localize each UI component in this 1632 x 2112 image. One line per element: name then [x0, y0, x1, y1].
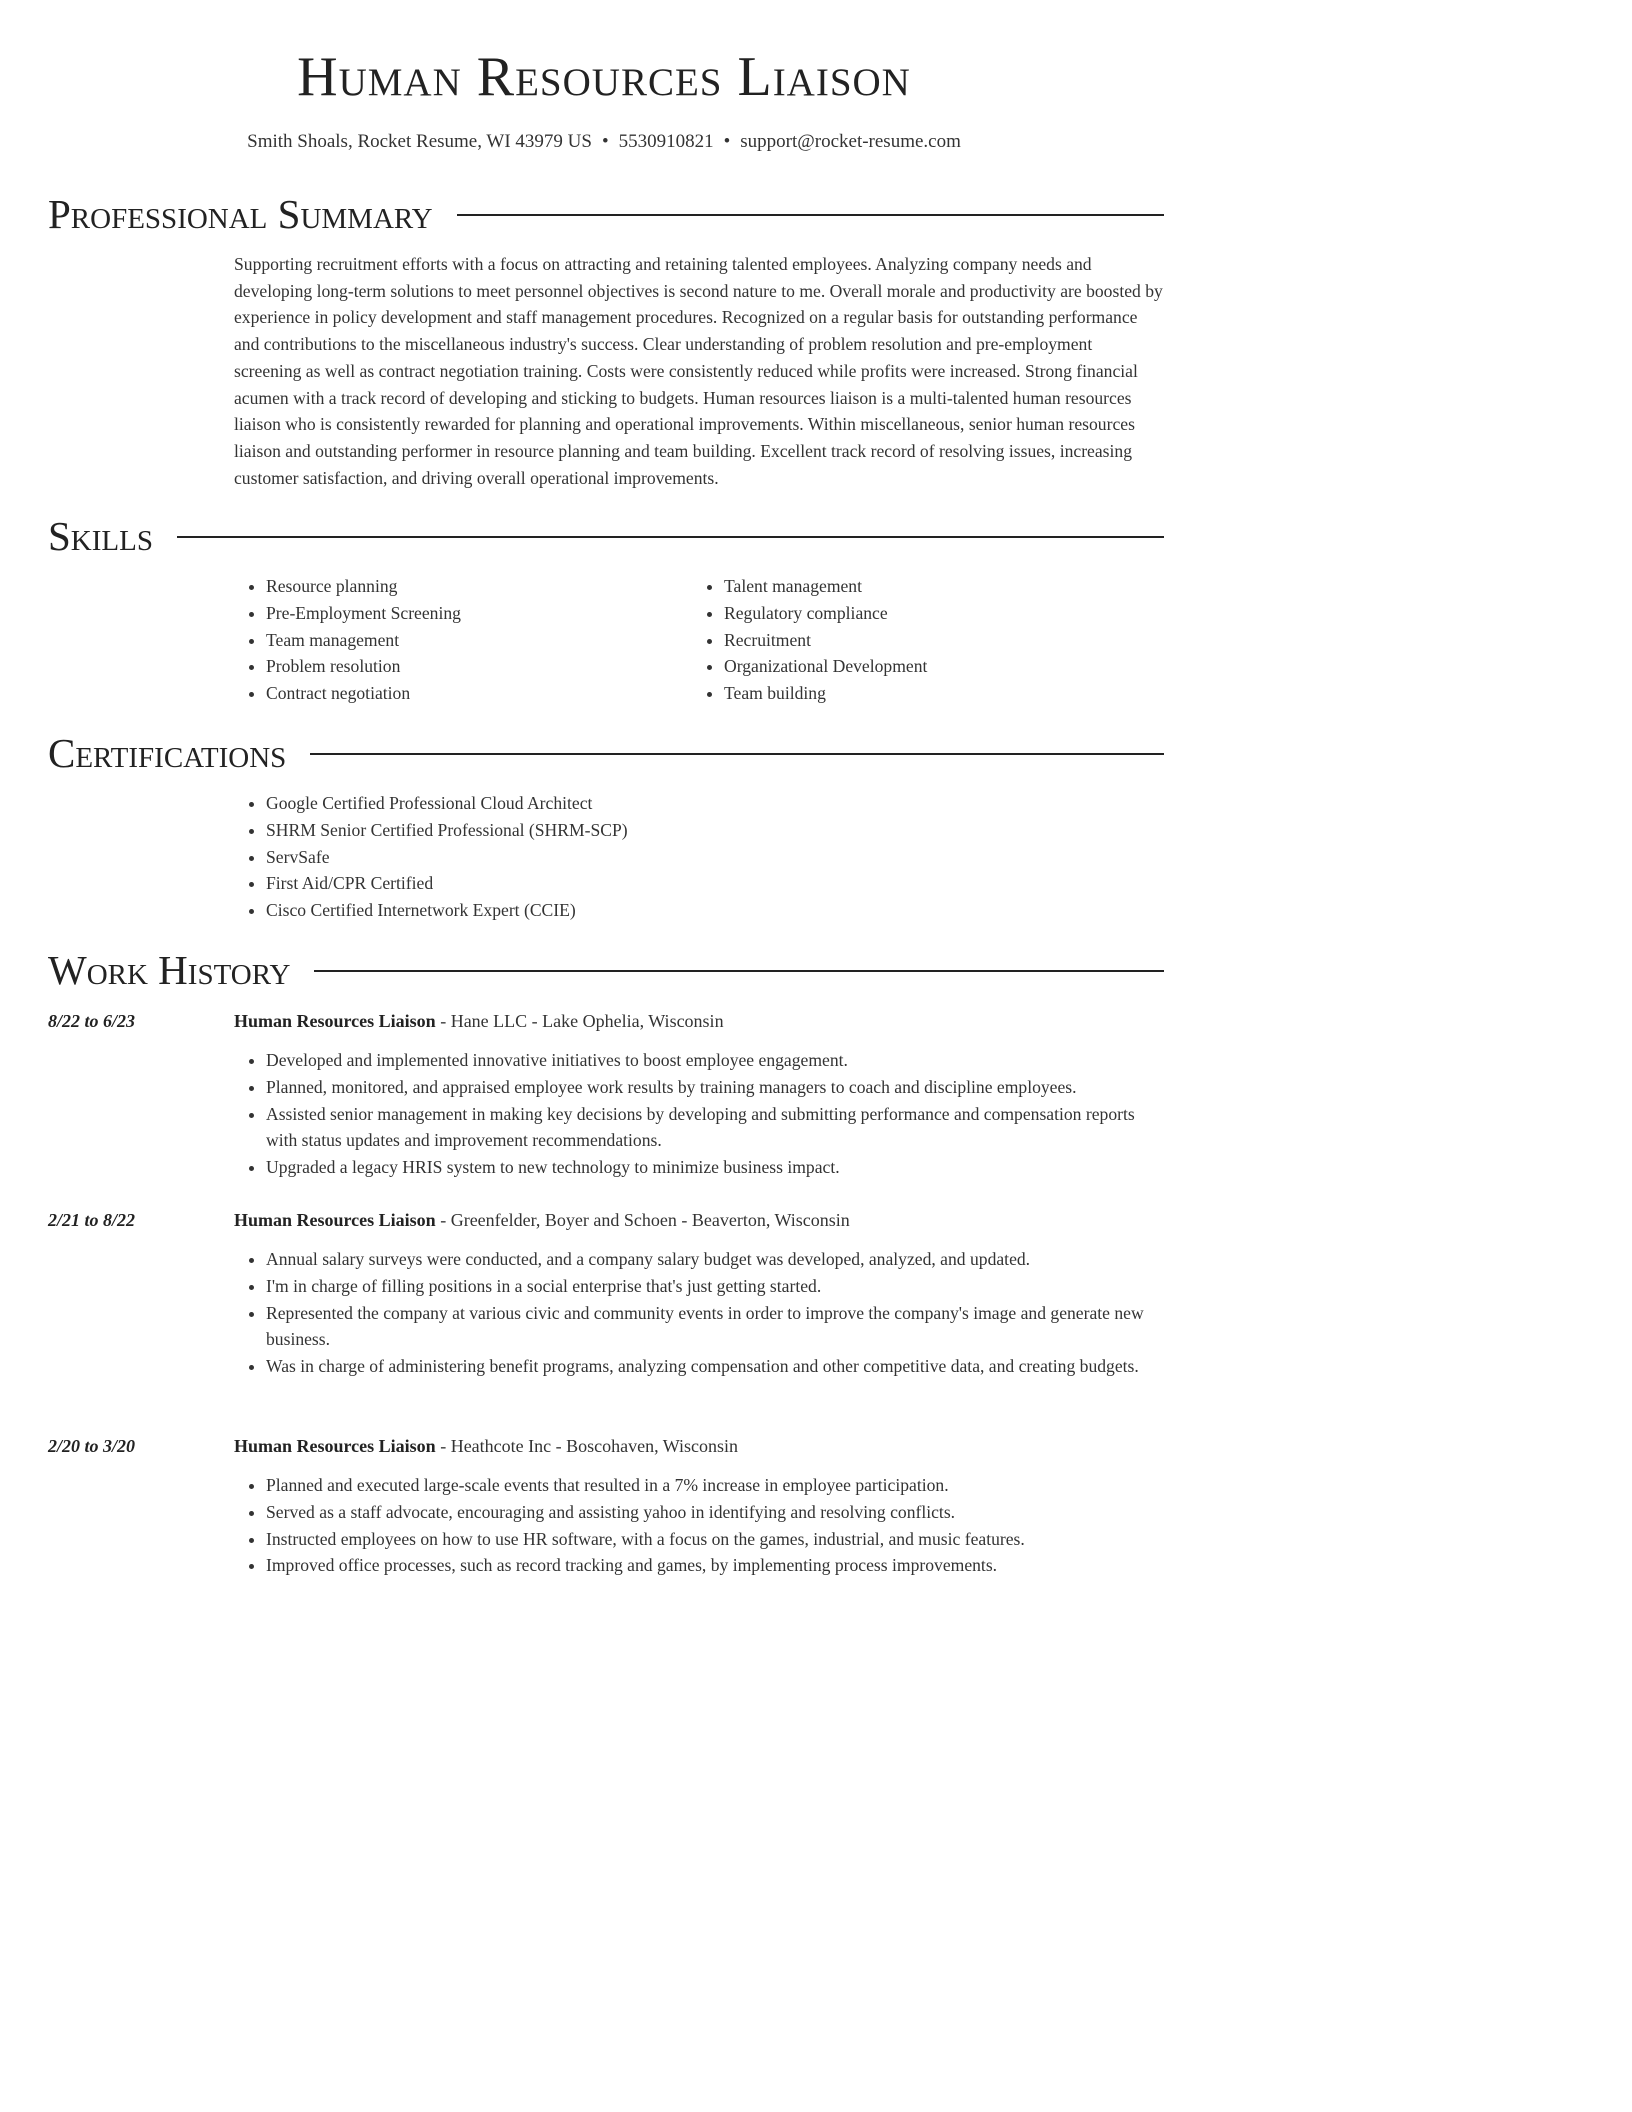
- section-divider: [457, 214, 1164, 216]
- skills-column-left: [234, 573, 692, 707]
- job-bullet: • Planned and executed large-scale events that resulted in a 7% increase in employee participation.: [266, 1472, 1164, 1499]
- job-heading: [234, 1207, 1164, 1233]
- separator: •: [723, 131, 731, 152]
- section-skills-heading: [48, 512, 1164, 560]
- section-summary-heading: [48, 190, 1164, 238]
- job-bullet: • Served as a staff advocate, encouraging and assisting yahoo in identifying and resolving conflicts.: [266, 1499, 1164, 1526]
- job-dates: 8/22 to 6/23: [48, 1011, 136, 1031]
- certification-item: • First Aid/CPR Certified: [266, 870, 1164, 897]
- job-details: - Heathcote Inc - Boscohaven, Wisconsin: [435, 1436, 739, 1456]
- job-details: - Greenfelder, Boyer and Schoen - Beaverton, Wisconsin: [435, 1210, 850, 1230]
- certification-item: • SHRM Senior Certified Professional (SHRM-SCP): [266, 817, 1164, 844]
- job-role: Human Resources Liaison: [234, 1011, 436, 1031]
- job-bullet: • Was in charge of administering benefit programs, analyzing compensation and other competitive data, and creating budgets.: [266, 1353, 1164, 1380]
- section-title: Professional Summary: [48, 191, 433, 237]
- contact-line: [0, 130, 1208, 154]
- job-bullet: • Upgraded a legacy HRIS system to new technology to minimize business impact.: [266, 1154, 1164, 1181]
- job-dates: 2/21 to 8/22: [48, 1210, 136, 1230]
- job-bullet: • Instructed employees on how to use HR software, with a focus on the games, industrial, and music features.: [266, 1526, 1164, 1553]
- job-role: Human Resources Liaison: [234, 1436, 436, 1456]
- job-bullets: [234, 1246, 1164, 1380]
- separator: •: [601, 131, 609, 152]
- skill-item: • Team building: [724, 680, 1150, 707]
- job-heading: [234, 1008, 1164, 1034]
- job-bullets: [234, 1047, 1164, 1181]
- section-title: Certifications: [48, 730, 287, 776]
- skills-list: [234, 573, 1164, 707]
- section-divider: [177, 536, 1164, 538]
- skill-item: • Regulatory compliance: [724, 600, 1150, 627]
- certification-item: • Cisco Certified Internetwork Expert (CCIE): [266, 897, 1164, 924]
- skill-item: • Pre-Employment Screening: [266, 600, 692, 627]
- summary-text: Supporting recruitment efforts with a focus on attracting and retaining talented employees. Analyzing company needs and developing long-term solutions to meet personnel objectives is second nature to me. Overall morale and productivity are boosted by experience in policy development and staff management procedures. Recognized on a regular basis for outstanding performance and contributions to the miscellaneous industry's success. Clear understanding of problem resolution and pre-employment screening as well as contract negotiation training. Costs were consistently reduced while profits were increased. Strong financial acumen with a track record of developing and sticking to budgets. Human resources liaison is a multi-talented human resources liaison who is consistently rewarded for planning and operational improvements. Within miscellaneous, senior human resources liaison and outstanding performer in resource planning and team building. Excellent track record of resolving issues, increasing customer satisfaction, and driving overall operational improvements.: [234, 254, 1163, 488]
- address: Smith Shoals, Rocket Resume, WI 43979 US: [247, 131, 592, 152]
- section-divider: [314, 970, 1164, 972]
- skills-column-right: [692, 573, 1150, 707]
- skill-item: • Contract negotiation: [266, 680, 692, 707]
- section-divider: [310, 753, 1164, 755]
- skill-item: • Organizational Development: [724, 653, 1150, 680]
- skill-item: • Resource planning: [266, 573, 692, 600]
- section-certifications-heading: [48, 729, 1164, 777]
- certification-item: • Google Certified Professional Cloud Architect: [266, 790, 1164, 817]
- certifications-list: [234, 790, 1164, 924]
- job-bullets: [234, 1472, 1164, 1579]
- phone: 5530910821: [618, 131, 714, 152]
- resume-name: Human Resources Liaison: [297, 46, 911, 108]
- job-bullet: • Assisted senior management in making key decisions by developing and submitting performance and compensation reports with status updates and improvement recommendations.: [266, 1101, 1164, 1155]
- section-title: Work History: [48, 947, 291, 993]
- email-link[interactable]: support@rocket-resume.com: [740, 131, 961, 152]
- job-bullet: • Represented the company at various civic and community events in order to improve the company's image and generate new business.: [266, 1300, 1164, 1354]
- job-bullet: • Developed and implemented innovative initiatives to boost employee engagement.: [266, 1047, 1164, 1074]
- skill-item: • Problem resolution: [266, 653, 692, 680]
- section-work-heading: [48, 946, 1164, 994]
- job-details: - Hane LLC - Lake Ophelia, Wisconsin: [435, 1011, 724, 1031]
- skill-item: • Talent management: [724, 573, 1150, 600]
- skill-item: • Recruitment: [724, 627, 1150, 654]
- job-bullet: • Planned, monitored, and appraised employee work results by training managers to coach and discipline employees.: [266, 1074, 1164, 1101]
- skill-item: • Team management: [266, 627, 692, 654]
- section-title: Skills: [48, 513, 153, 559]
- job-bullet: • Annual salary surveys were conducted, and a company salary budget was developed, analyzed, and updated.: [266, 1246, 1164, 1273]
- job-role: Human Resources Liaison: [234, 1210, 436, 1230]
- job-heading: [234, 1433, 1164, 1459]
- certification-item: • ServSafe: [266, 844, 1164, 871]
- job-dates: 2/20 to 3/20: [48, 1436, 136, 1456]
- job-bullet: • I'm in charge of filling positions in a social enterprise that's just getting started.: [266, 1273, 1164, 1300]
- job-bullet: • Improved office processes, such as record tracking and games, by implementing process improvements.: [266, 1552, 1164, 1579]
